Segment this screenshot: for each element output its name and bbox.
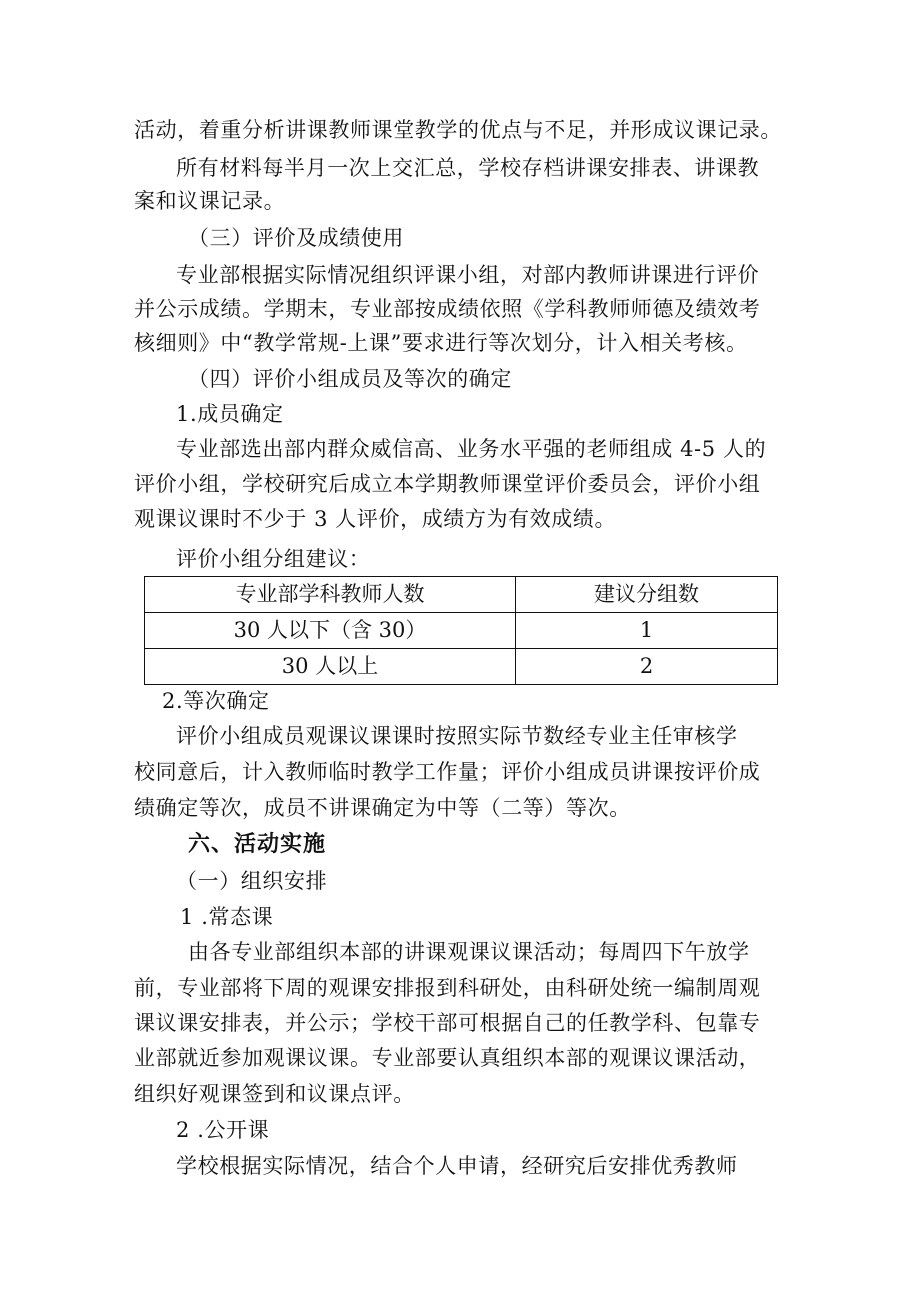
text-line: 专业部选出部内群众威信高、业务水平强的老师组成 4-5 人的 bbox=[176, 437, 767, 461]
text-line: 业部就近参加观课议课。专业部要认真组织本部的观课议课活动， bbox=[134, 1046, 761, 1070]
text-line: 学校根据实际情况，结合个人申请，经研究后安排优秀教师 bbox=[176, 1154, 738, 1178]
table-cell: 2 bbox=[516, 649, 778, 685]
text-line: （四）评价小组成员及等次的确定 bbox=[188, 367, 512, 391]
text-line: 课议课安排表，并公示；学校干部可根据自己的任教学科、包靠专 bbox=[134, 1011, 761, 1035]
table-header-cell: 建议分组数 bbox=[516, 577, 778, 613]
text-line: 前，专业部将下周的观课安排报到科研处，由科研处统一编制周观 bbox=[134, 976, 761, 1000]
text-line: （一）组织安排 bbox=[176, 869, 328, 893]
text-line: 核细则》中“教学常规-上课”要求进行等次划分，计入相关考核。 bbox=[134, 331, 748, 355]
text-line: 1.成员确定 bbox=[176, 402, 284, 426]
text-line: 专业部根据实际情况组织评课小组，对部内教师讲课进行评价 bbox=[176, 263, 760, 287]
text-line: 观课议课时不少于 3 人评价，成绩方为有效成绩。 bbox=[134, 507, 617, 531]
table-cell: 30 人以下（含 30） bbox=[145, 613, 516, 649]
text-line: 活动，着重分析讲课教师课堂教学的优点与不足，并形成议课记录。 bbox=[134, 118, 782, 142]
text-line: 并公示成绩。学期末，专业部按成绩依照《学科教师师德及绩效考 bbox=[134, 297, 761, 321]
table-cell: 30 人以上 bbox=[145, 649, 516, 685]
text-line: 由各专业部组织本部的讲课观课议课活动；每周四下午放学 bbox=[188, 940, 750, 964]
text-line: 组织好观课签到和议课点评。 bbox=[134, 1082, 415, 1106]
text-line: 绩确定等次，成员不讲课确定为中等（二等）等次。 bbox=[134, 796, 631, 820]
table-cell: 1 bbox=[516, 613, 778, 649]
text-line: 评价小组成员观课议课课时按照实际节数经专业主任审核学 bbox=[176, 724, 738, 748]
text-line: 评价小组分组建议： bbox=[176, 547, 371, 571]
text-line: 2 .公开课 bbox=[176, 1118, 270, 1142]
text-line: 所有材料每半月一次上交汇总，学校存档讲课安排表、讲课教 bbox=[176, 156, 760, 180]
section-heading: 六、活动实施 bbox=[188, 831, 327, 857]
text-line: 评价小组，学校研究后成立本学期教师课堂评价委员会，评价小组 bbox=[134, 472, 761, 496]
text-line: 案和议课记录。 bbox=[134, 189, 286, 213]
table-header-row bbox=[145, 577, 778, 613]
text-line: （三）评价及成绩使用 bbox=[188, 226, 404, 250]
text-line: 1 .常态课 bbox=[180, 905, 274, 929]
table-row bbox=[145, 613, 778, 649]
text-line: 2.等次确定 bbox=[162, 689, 270, 713]
grouping-table bbox=[144, 576, 778, 685]
table-row bbox=[145, 649, 778, 685]
text-line: 校同意后，计入教师临时教学工作量；评价小组成员讲课按评价成 bbox=[134, 760, 761, 784]
table-header-cell: 专业部学科教师人数 bbox=[145, 577, 516, 613]
